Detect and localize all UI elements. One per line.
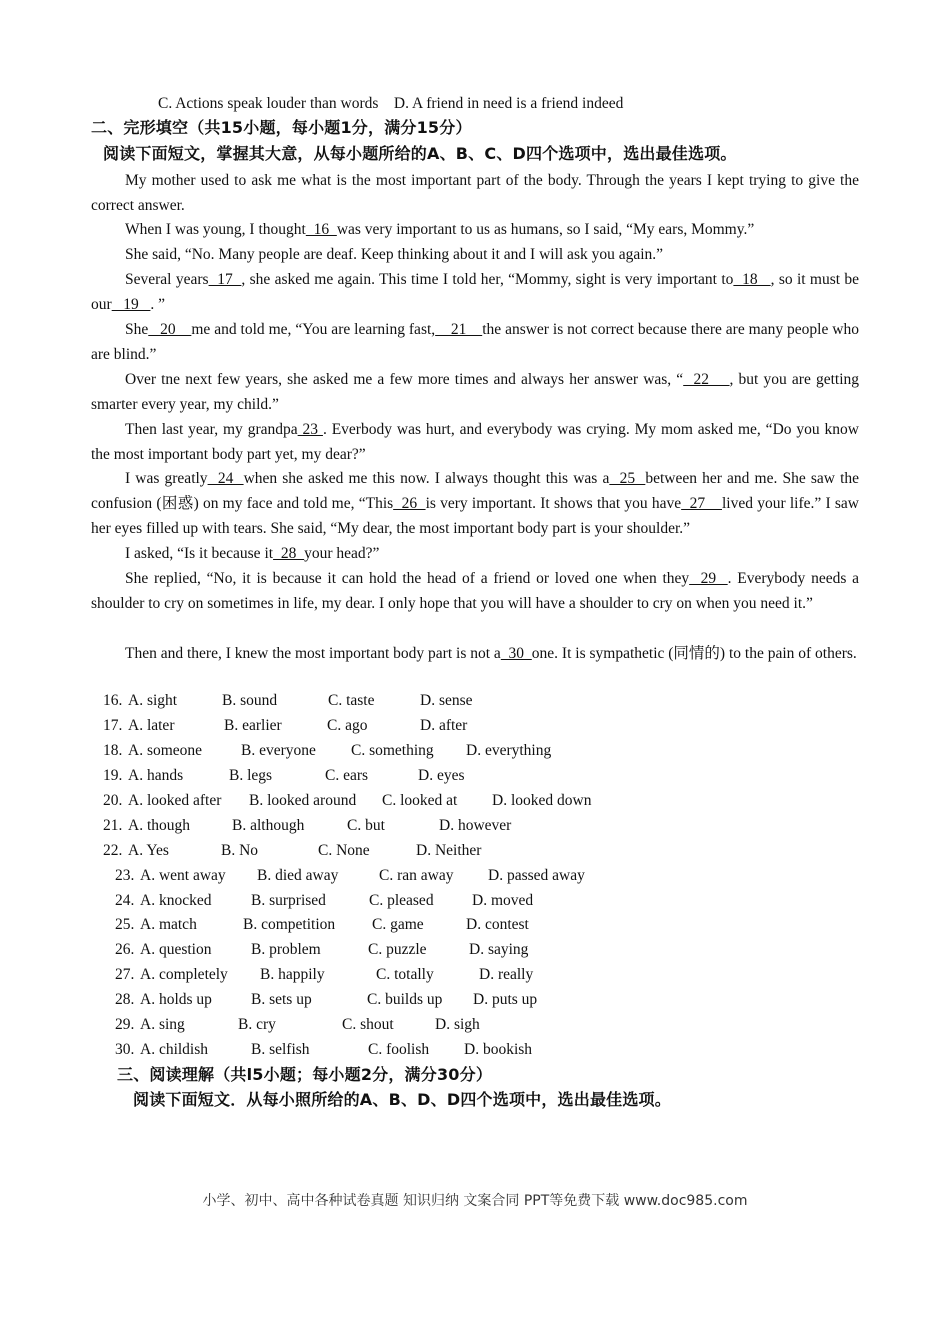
blank-28: 28 (273, 545, 305, 562)
option-a: A. question (140, 941, 212, 958)
passage-paragraph-5: She 20 me and told me, “You are learning fast, 21 the answer is not correct because there are many people who are blind.” (91, 321, 859, 363)
question-number: 25. (115, 916, 135, 933)
option-b: B. happily (260, 966, 325, 983)
question-number: 27. (115, 966, 135, 983)
option-b: B. everyone (241, 742, 316, 759)
option-d: D. contest (466, 916, 529, 933)
option-a: A. match (140, 916, 197, 933)
blank-21: 21 (435, 321, 483, 338)
question-number: 21. (103, 817, 123, 834)
option-c: C. None (318, 842, 370, 859)
option-c: C. but (347, 817, 385, 834)
blank-16: 16 (305, 221, 337, 238)
blank-27: 27 (681, 495, 722, 512)
section-2-heading: 二、完形填空（共15小题，每小题1分，满分15分） (91, 118, 472, 137)
section-3-heading: 三、阅读理解（共l5小题；每小题2分，满分30分） (117, 1065, 493, 1084)
blank-29: 29 (689, 570, 728, 587)
question-number: 19. (103, 767, 123, 784)
option-c: C. ran away (379, 867, 454, 884)
option-a: A. childish (140, 1041, 209, 1058)
option-d: D. passed away (488, 867, 585, 884)
passage-paragraph-4: Several years 17 , she asked me again. This time I told her, “Mommy, sight is very important to 18 , so it must be our 19 . ” (91, 271, 860, 313)
option-c: C. game (372, 916, 424, 933)
option-b: B. sets up (251, 991, 312, 1008)
option-d: D. puts up (473, 991, 538, 1008)
option-c: C. shout (342, 1016, 394, 1033)
option-c: C. ears (325, 767, 369, 784)
option-d: D. everything (466, 742, 552, 759)
option-d: D. really (479, 966, 534, 983)
passage-paragraph-7: Then last year, my grandpa 23 . Everbody was hurt, and everybody was crying. My mom asked me, “Do you know the most important body part yet, my dear?” (91, 421, 860, 463)
blank-19: 19 (111, 296, 151, 313)
option-a: A. sing (140, 1016, 185, 1033)
option-a: A. looked after (128, 792, 222, 809)
option-d: D. saying (469, 941, 529, 958)
option-b: B. competition (243, 916, 336, 933)
option-b: B. legs (229, 767, 273, 784)
blank-26: 26 (393, 495, 426, 512)
blank-20: 20 (148, 321, 192, 338)
option-d: D. looked down (492, 792, 592, 809)
option-d: D. sigh (435, 1016, 480, 1033)
blank-24: 24 (207, 470, 244, 487)
passage-paragraph-1: My mother used to ask me what is the most important part of the body. Through the years I kept trying to give the correct answer. (91, 172, 859, 214)
option-a: A. later (128, 717, 175, 734)
option-c: C. puzzle (368, 941, 427, 958)
option-a: A. knocked (140, 892, 212, 909)
question-number: 29. (115, 1016, 135, 1033)
option-b: B. earlier (224, 717, 282, 734)
option-a: A. someone (128, 742, 203, 759)
question-number: 28. (115, 991, 135, 1008)
passage-paragraph-10: She replied, “No, it is because it can hold the head of a friend or loved one when they 29 . Everybody needs a shoulder to cry on sometimes in life, my dear. I only hope that you will have a shoulder to cry on when you need it.” (91, 570, 859, 612)
blank-30: 30 (500, 645, 532, 662)
option-a: A. hands (128, 767, 184, 784)
question-number: 18. (103, 742, 123, 759)
page-footer: 小学、初中、高中各种试卷真题 知识归纳 文案合同 PPT等免费下载 www.doc985.com (202, 1193, 748, 1209)
option-b: B. problem (251, 941, 321, 958)
question-number: 22. (103, 842, 123, 859)
option-b: B. surprised (251, 892, 326, 909)
blank-22: 22 (683, 371, 730, 388)
section-2-instruction: 阅读下面短文，掌握其大意，从每小题所给的A、B、C、D四个选项中，选出最佳选项。 (103, 144, 737, 163)
option-c: C. looked at (382, 792, 458, 809)
option-a: A. Yes (128, 842, 169, 859)
option-b: B. looked around (249, 792, 357, 809)
question-number: 23. (115, 867, 135, 884)
option-a: A. holds up (140, 991, 212, 1008)
blank-17: 17 (208, 271, 242, 288)
question-number: 16. (103, 692, 123, 709)
option-c: C. taste (328, 692, 375, 709)
option-d: D. however (439, 817, 512, 834)
option-a: A. completely (140, 966, 228, 983)
option-c: C. pleased (369, 892, 434, 909)
question-number: 24. (115, 892, 135, 909)
option-c: C. foolish (368, 1041, 430, 1058)
option-b: B. cry (238, 1016, 276, 1033)
passage-paragraph-2: When I was young, I thought 16 was very important to us as humans, so I said, “My ears, Mommy.” (125, 221, 755, 238)
option-d: D. sense (420, 692, 473, 709)
passage-paragraph-9: I asked, “Is it because it 28 your head?” (125, 545, 380, 562)
passage-paragraph-8: I was greatly 24 when she asked me this now. I always thought this was a 25 between her and me. She saw the confusion (困惑) on my face and told me, “This 26 is very important. It shows that you have 27 lived your life.” I saw her eyes filled up with tears. She said, “My dear, the most important body part is your shoulder.” (91, 470, 860, 537)
option-d: D. bookish (464, 1041, 533, 1058)
option-b: B. selfish (251, 1041, 310, 1058)
option-a: A. sight (128, 692, 178, 709)
option-c: C. builds up (367, 991, 443, 1008)
option-d: D. moved (472, 892, 534, 909)
blank-23: 23 (297, 421, 323, 438)
passage-paragraph-3: She said, “No. Many people are deaf. Keep thinking about it and I will ask you again.” (125, 246, 664, 263)
option-b: B. died away (257, 867, 339, 884)
passage-paragraph-6: Over tne next few years, she asked me a few more times and always her answer was, “ 22 , but you are getting smarter every year, my child.” (91, 371, 860, 413)
previous-question-options (158, 93, 623, 115)
option-a: A. though (128, 817, 190, 834)
option-d: D. Neither (416, 842, 482, 859)
question-number: 26. (115, 941, 135, 958)
option-b: B. although (232, 817, 305, 834)
passage-paragraph-11: Then and there, I knew the most important body part is not a 30 one. It is sympathetic (同情的) to the pain of others. (125, 645, 857, 662)
section-3-instruction: 阅读下面短文．从每小照所给的A、B、D、D四个选项中，选出最佳选项。 (133, 1090, 671, 1109)
option-d: D. after (420, 717, 468, 734)
option-d: D. eyes (418, 767, 465, 784)
question-number: 17. (103, 717, 123, 734)
blank-25: 25 (609, 470, 646, 487)
option-b: B. sound (222, 692, 278, 709)
option-b: B. No (221, 842, 259, 859)
option-d: D. A friend in need is a friend indeed (393, 95, 624, 112)
blank-18: 18 (733, 271, 771, 288)
question-number: 20. (103, 792, 123, 809)
option-c: C. something (351, 742, 434, 759)
option-c: C. Actions speak louder than words (158, 95, 379, 112)
option-c: C. ago (327, 717, 368, 734)
option-c: C. totally (376, 966, 434, 983)
question-number: 30. (115, 1041, 135, 1058)
option-a: A. went away (140, 867, 226, 884)
